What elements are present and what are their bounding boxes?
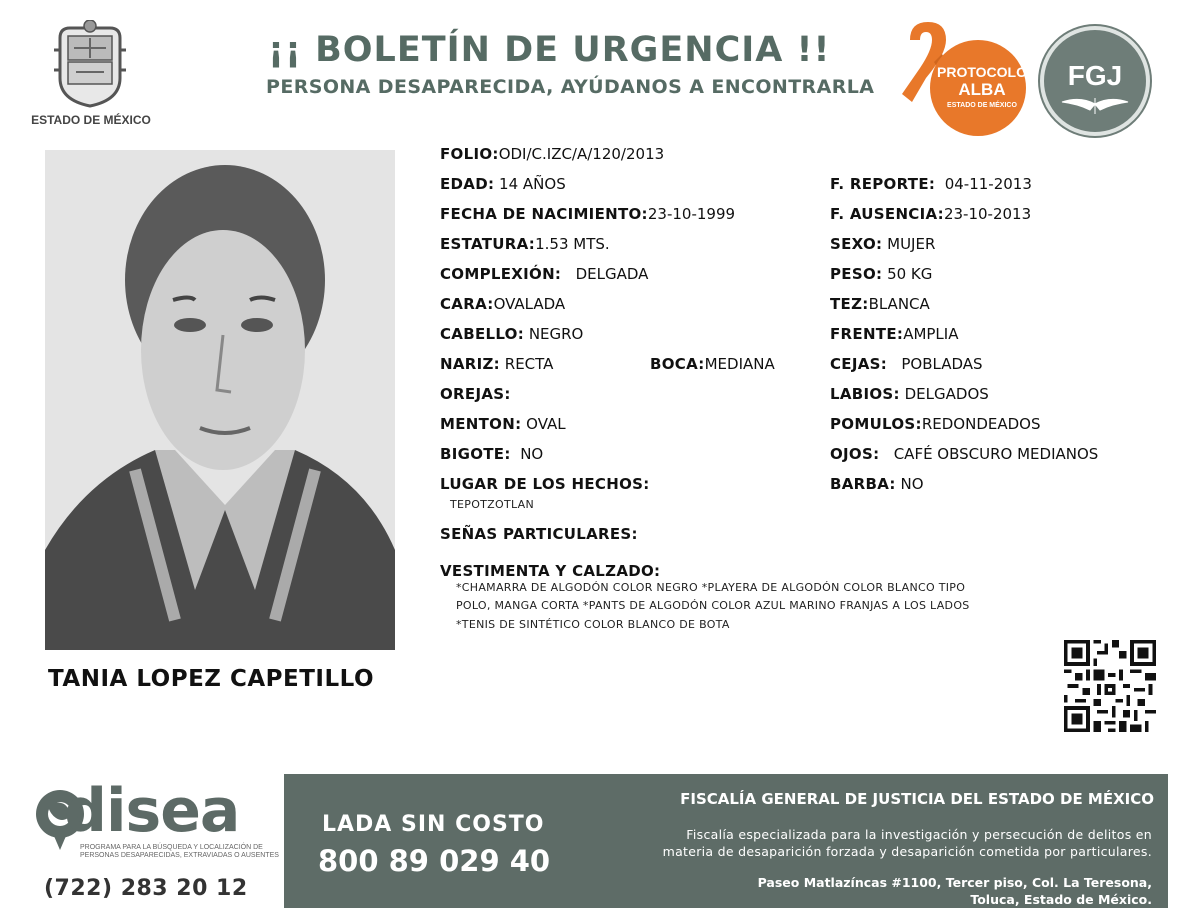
field-value: 14 AÑOS <box>499 175 566 193</box>
field-value: CAFÉ OBSCURO MEDIANOS <box>893 445 1099 463</box>
field-value: AMPLIA <box>903 325 959 343</box>
field-label: FECHA DE NACIMIENTO: <box>440 205 648 223</box>
field-label: FOLIO: <box>440 145 499 163</box>
bulletin-subtitle: PERSONA DESAPARECIDA, AYÚDANOS A ENCONTRARLA <box>266 76 875 98</box>
field-label: VESTIMENTA Y CALZADO: <box>440 562 661 580</box>
field-folio <box>440 145 664 163</box>
field-value: ODI/C.IZC/A/120/2013 <box>498 145 665 163</box>
fiscalia-title: FISCALÍA GENERAL DE JUSTICIA DEL ESTADO DE MÉXICO <box>680 790 1154 808</box>
field-pomulos <box>830 415 1041 433</box>
field-label: POMULOS: <box>830 415 922 433</box>
field-peso <box>830 265 932 283</box>
field-value: MEDIANA <box>704 355 775 373</box>
wings-icon <box>1060 94 1130 116</box>
field-cara <box>440 295 565 313</box>
field-label: EDAD: <box>440 175 495 193</box>
qr-code-icon[interactable] <box>1063 640 1157 732</box>
field-value: OVALADA <box>493 295 566 313</box>
field-value: BLANCA <box>868 295 930 313</box>
field-barba <box>830 475 924 493</box>
field-nariz <box>440 355 553 373</box>
field-ojos <box>830 445 1098 463</box>
field-value: POBLADAS <box>901 355 983 373</box>
fgj-label: FGJ <box>1067 60 1123 91</box>
vestimenta-line: *TENIS DE SINTÉTICO COLOR BLANCO DE BOTA <box>456 618 730 631</box>
field-boca <box>650 355 775 373</box>
field-value: NO <box>900 475 924 493</box>
field-labios <box>830 385 989 403</box>
field-value: OVAL <box>526 415 566 433</box>
field-cejas <box>830 355 983 373</box>
alba-line1: PROTOCOLO <box>937 64 1027 80</box>
alba-line2: ALBA <box>958 80 1006 99</box>
field-estatura <box>440 235 610 253</box>
address-line: Toluca, Estado de México. <box>970 892 1152 907</box>
field-label: FRENTE: <box>830 325 904 343</box>
field-value: 1.53 MTS. <box>535 235 610 253</box>
odisea-phone[interactable]: (722) 283 20 12 <box>44 876 248 901</box>
field-label: BOCA: <box>650 355 705 373</box>
field-label: PESO: <box>830 265 883 283</box>
field-lugar-hechos-label <box>440 475 650 493</box>
bulletin-title: ¡¡ BOLETÍN DE URGENCIA !! <box>268 30 831 70</box>
lada-number[interactable]: 800 89 029 40 <box>318 844 551 878</box>
address-line: Paseo Matlazíncas #1100, Tercer piso, Col. La Teresona, <box>757 875 1152 890</box>
field-label: LABIOS: <box>830 385 900 403</box>
field-label: OREJAS: <box>440 385 511 403</box>
field-complexion <box>440 265 648 283</box>
field-label: OJOS: <box>830 445 880 463</box>
field-value: DELGADOS <box>904 385 989 403</box>
field-value: 50 KG <box>887 265 933 283</box>
field-label: F. AUSENCIA: <box>830 205 944 223</box>
vestimenta-line: POLO, MANGA CORTA *PANTS DE ALGODÓN COLOR AZUL MARINO FRANJAS A LOS LADOS <box>456 599 970 612</box>
field-value: MUJER <box>887 235 936 253</box>
field-label: CARA: <box>440 295 494 313</box>
lada-label: LADA SIN COSTO <box>322 812 545 837</box>
field-frente <box>830 325 958 343</box>
field-value: REDONDEADOS <box>921 415 1041 433</box>
fiscalia-desc-line: Fiscalía especializada para la investigación y persecución de delitos en <box>686 827 1152 842</box>
state-seal-icon <box>50 20 130 108</box>
field-label: TEZ: <box>830 295 869 313</box>
field-value: DELGADA <box>575 265 649 283</box>
field-fecha-nacimiento <box>440 205 735 223</box>
field-vestimenta-label <box>440 562 660 580</box>
field-value: NEGRO <box>528 325 584 343</box>
field-sexo <box>830 235 935 253</box>
field-tez <box>830 295 930 313</box>
odisea-subtitle: PROGRAMA PARA LA BÚSQUEDA Y LOCALIZACIÓN DE PERSONAS DESAPARECIDAS, EXTRAVIADAS O AUSENTES <box>80 844 279 859</box>
odisea-wordmark: disea <box>64 776 240 846</box>
vestimenta-line: *CHAMARRA DE ALGODÓN COLOR NEGRO *PLAYERA DE ALGODÓN COLOR BLANCO TIPO <box>456 581 966 594</box>
field-label: MENTON: <box>440 415 522 433</box>
field-label: CABELLO: <box>440 325 525 343</box>
person-name: TANIA LOPEZ CAPETILLO <box>48 666 374 692</box>
field-value: 04-11-2013 <box>944 175 1032 193</box>
field-label: NARIZ: <box>440 355 500 373</box>
fiscalia-description <box>600 826 1152 860</box>
field-label: BARBA: <box>830 475 896 493</box>
field-menton <box>440 415 566 433</box>
fiscalia-desc-line: materia de desaparición forzada y desaparición cometida por particulares. <box>662 844 1152 859</box>
field-f-reporte <box>830 175 1032 193</box>
field-lugar-hechos-value: TEPOTZOTLAN <box>450 498 535 511</box>
field-cabello <box>440 325 583 343</box>
field-bigote <box>440 445 543 463</box>
field-label: SEXO: <box>830 235 883 253</box>
field-value: NO <box>520 445 544 463</box>
field-label: LUGAR DE LOS HECHOS: <box>440 475 650 493</box>
field-label: F. REPORTE: <box>830 175 936 193</box>
fiscalia-address <box>640 874 1152 908</box>
field-label: ESTATURA: <box>440 235 536 253</box>
field-senas <box>440 525 638 543</box>
fgj-seal-icon <box>1040 26 1150 136</box>
field-label: CEJAS: <box>830 355 888 373</box>
field-value: 23-10-2013 <box>943 205 1032 223</box>
field-f-ausencia <box>830 205 1031 223</box>
field-label: BIGOTE: <box>440 445 511 463</box>
field-label: COMPLEXIÓN: <box>440 265 562 283</box>
field-label: SEÑAS PARTICULARES: <box>440 525 638 543</box>
field-edad <box>440 175 566 193</box>
field-value: 23-10-1999 <box>647 205 736 223</box>
field-orejas <box>440 385 511 403</box>
field-value: RECTA <box>504 355 554 373</box>
alba-line3: ESTADO DE MÉXICO <box>947 102 1017 109</box>
state-label: ESTADO DE MÉXICO <box>31 113 151 127</box>
missing-person-photo <box>45 150 395 650</box>
protocolo-alba-logo <box>898 18 1032 134</box>
